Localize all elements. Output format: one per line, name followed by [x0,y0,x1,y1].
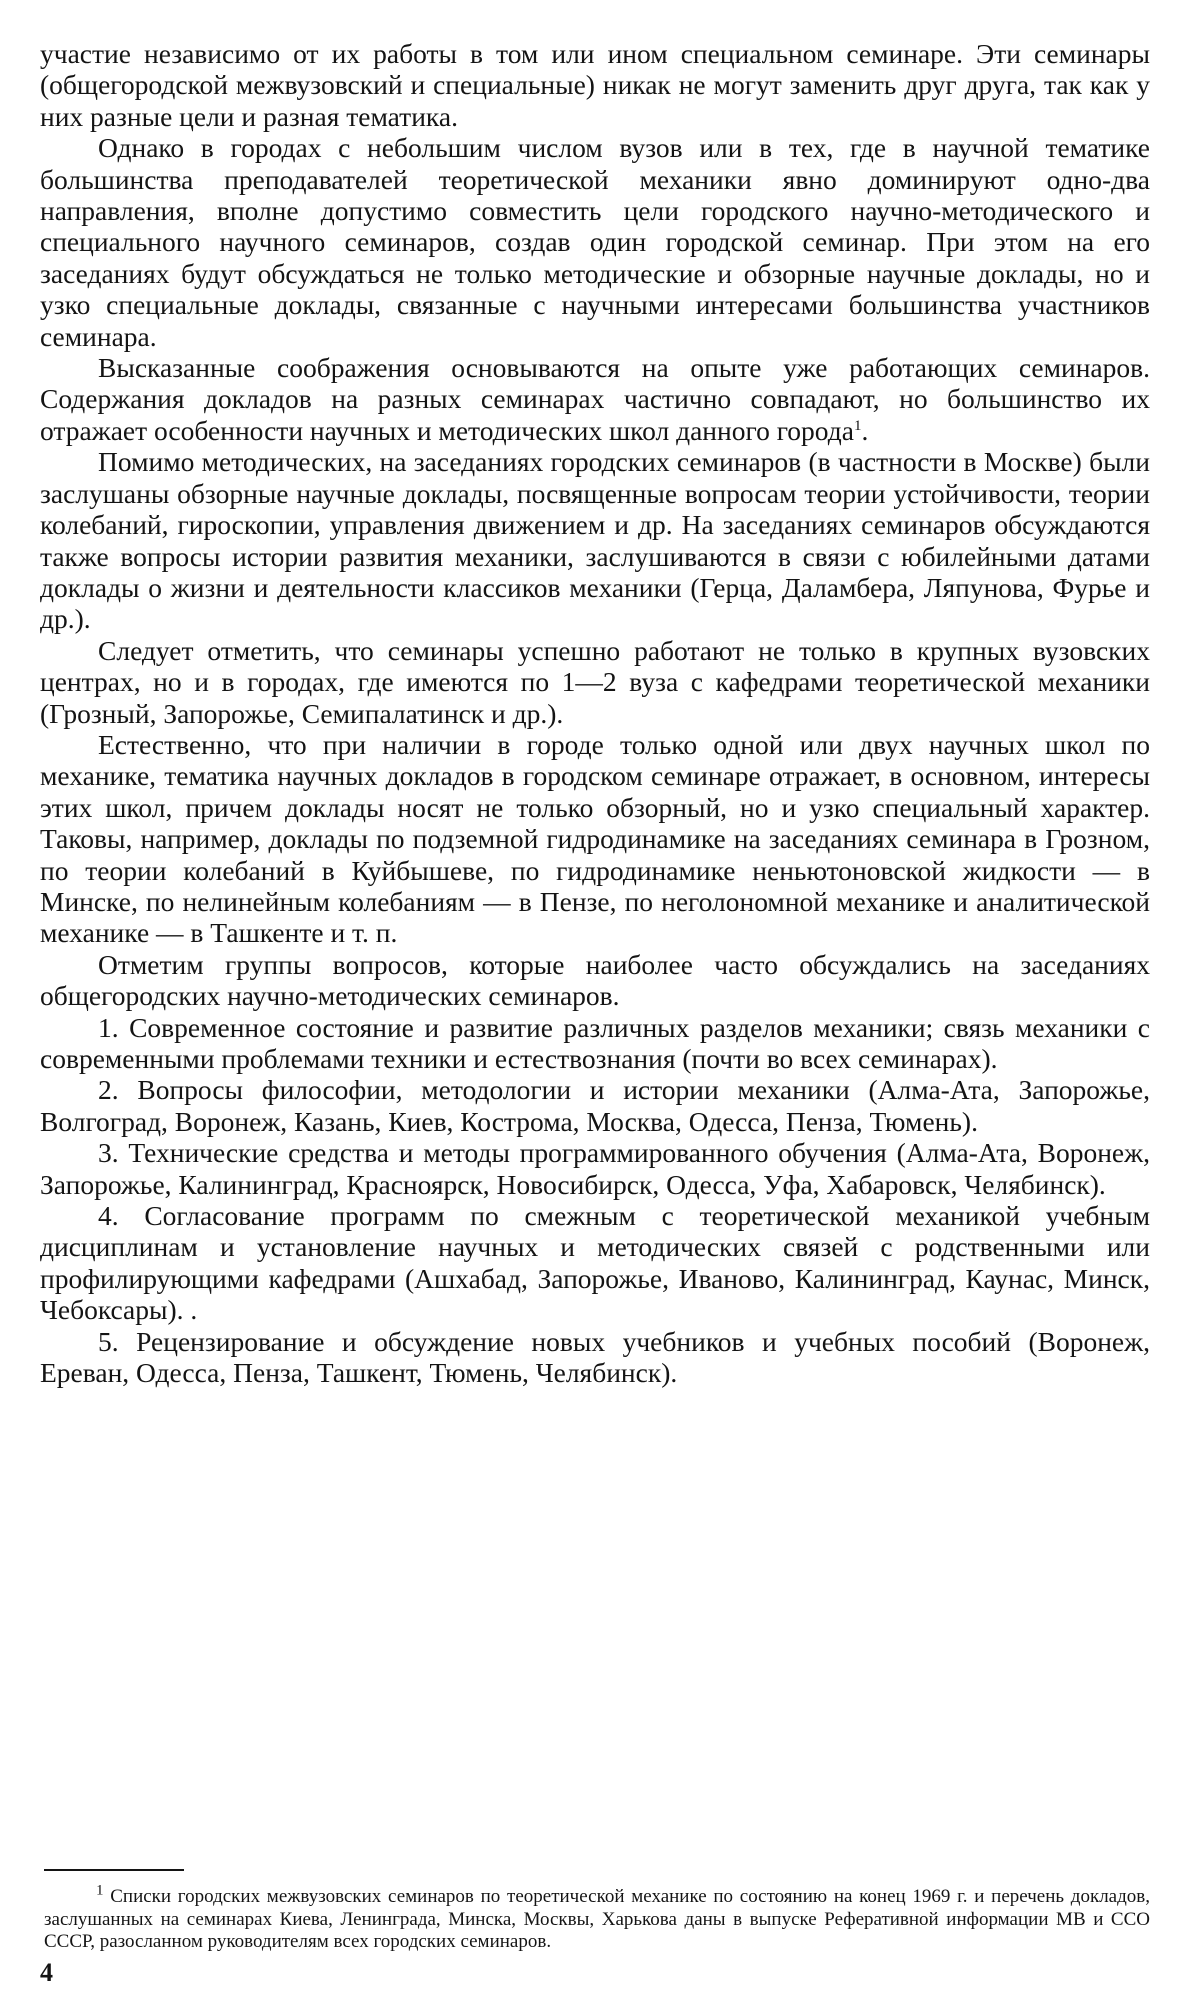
footnote-divider [44,1869,184,1871]
footnote-text: Списки городских межвузовских семинаров по теоретической механике по состоянию на конец 1969 г. и перечень докладов, заслушанных на семинарах Киева, Ленинграда, Минска, Москвы, Харькова даны в выпуске Реферативной информации МВ и ССО СССР, разосланном руководителям всех городских семинаров. [44,1886,1150,1953]
footnote [44,1882,1150,1954]
paragraph-7: Отметим группы вопросов, которые наиболее часто обсуждались на заседаниях общегородских научно-методических семинаров. [40,948,1150,1012]
list-item-1: 1. Современное состояние и развитие различных разделов механики; связь механики с современными проблемами техники и естествознания (почти во всех семинарах). [40,1011,1150,1074]
paragraph-3-text: Высказанные соображения основываются на опыте уже работающих семинаров. Содержания докладов на разных семинарах частично совпадают, но большинство их отражает особенности научных и методических школ данного города [40,352,1150,446]
paragraph-5: Следует отметить, что семинары успешно работают не только в крупных вузовских центрах, но и в городах, где имеются по 1—2 вуза с кафедрами теоретической механики (Грозный, Запорожье, Семипалатинск и др.). [40,634,1150,729]
paragraph-4: Помимо методических, на заседаниях городских семинаров (в частности в Москве) были заслушаны обзорные научные доклады, посвященные вопросам теории устойчивости, теории колебаний, гироскопии, управления движением и др. На заседаниях семинаров обсуждаются также вопросы истории развития механики, заслушиваются в связи с юбилейными датами доклады о жизни и деятельности классиков механики (Герца, Даламбера, Ляпунова, Фурье и др.). [40,446,1150,635]
list-item-3: 3. Технические средства и методы программированного обучения (Алма-Ата, Воронеж, Запорожье, Калининград, Красноярск, Новосибирск, Одесса, Уфа, Хабаровск, Челябинск). [40,1137,1150,1200]
footnote-marker: 1 [96,1882,104,1899]
paragraph-2: Однако в городах с небольшим числом вузов или в тех, где в научной тематике большинства преподавателей теоретической механики явно доминируют одно-два направления, вполне допустимо совместить цели городского научно-методического и специального научного семинаров, создав один городской семинар. При этом на его заседаниях будут обсуждаться не только методические и обзорные научные доклады, но и узко специальные доклады, связанные с научными интересами большинства участников семинара. [40,132,1150,352]
list-item-4: 4. Согласование программ по смежным с теоретической механикой учебным дисциплинам и установление научных и методических связей с родственными или профилирующими кафедрами (Ашхабад, Запорожье, Иваново, Калининград, Каунас, Минск, Чебоксары). . [40,1200,1150,1326]
paragraph-3-end: . [861,414,869,446]
paragraph-1: участие независимо от их работы в том или ином специальном семинаре. Эти семинары (общегородской межвузовский и специальные) никак не могут заменить друг друга, так как у них разные цели и разная тематика. [40,38,1150,132]
page-number: 4 [40,1958,53,1987]
page-body [40,38,1150,1388]
footnote-reference[interactable]: 1 [853,417,862,434]
paragraph-3 [40,352,1150,446]
paragraph-6: Естественно, что при наличии в городе только одной или двух научных школ по механике, тематика научных докладов в городском семинаре отражает, в основном, интересы этих школ, причем доклады носят не только обзорный, но и узко специальный характер. Таковы, например, доклады по подземной гидродинамике на заседаниях семинара в Грозном, по теории колебаний в Куйбышеве, по гидродинамике неньютоновской жидкости — в Минске, по нелинейным колебаниям — в Пензе, по неголономной механике и аналитической механике — в Ташкенте и т. п. [40,728,1150,949]
list-item-5: 5. Рецензирование и обсуждение новых учебников и учебных пособий (Воронеж, Ереван, Одесса, Пенза, Ташкент, Тюмень, Челябинск). [40,1325,1150,1389]
list-item-2: 2. Вопросы философии, методологии и истории механики (Алма-Ата, Запорожье, Волгоград, Воронеж, Казань, Киев, Кострома, Москва, Одесса, Пенза, Тюмень). [40,1074,1150,1137]
